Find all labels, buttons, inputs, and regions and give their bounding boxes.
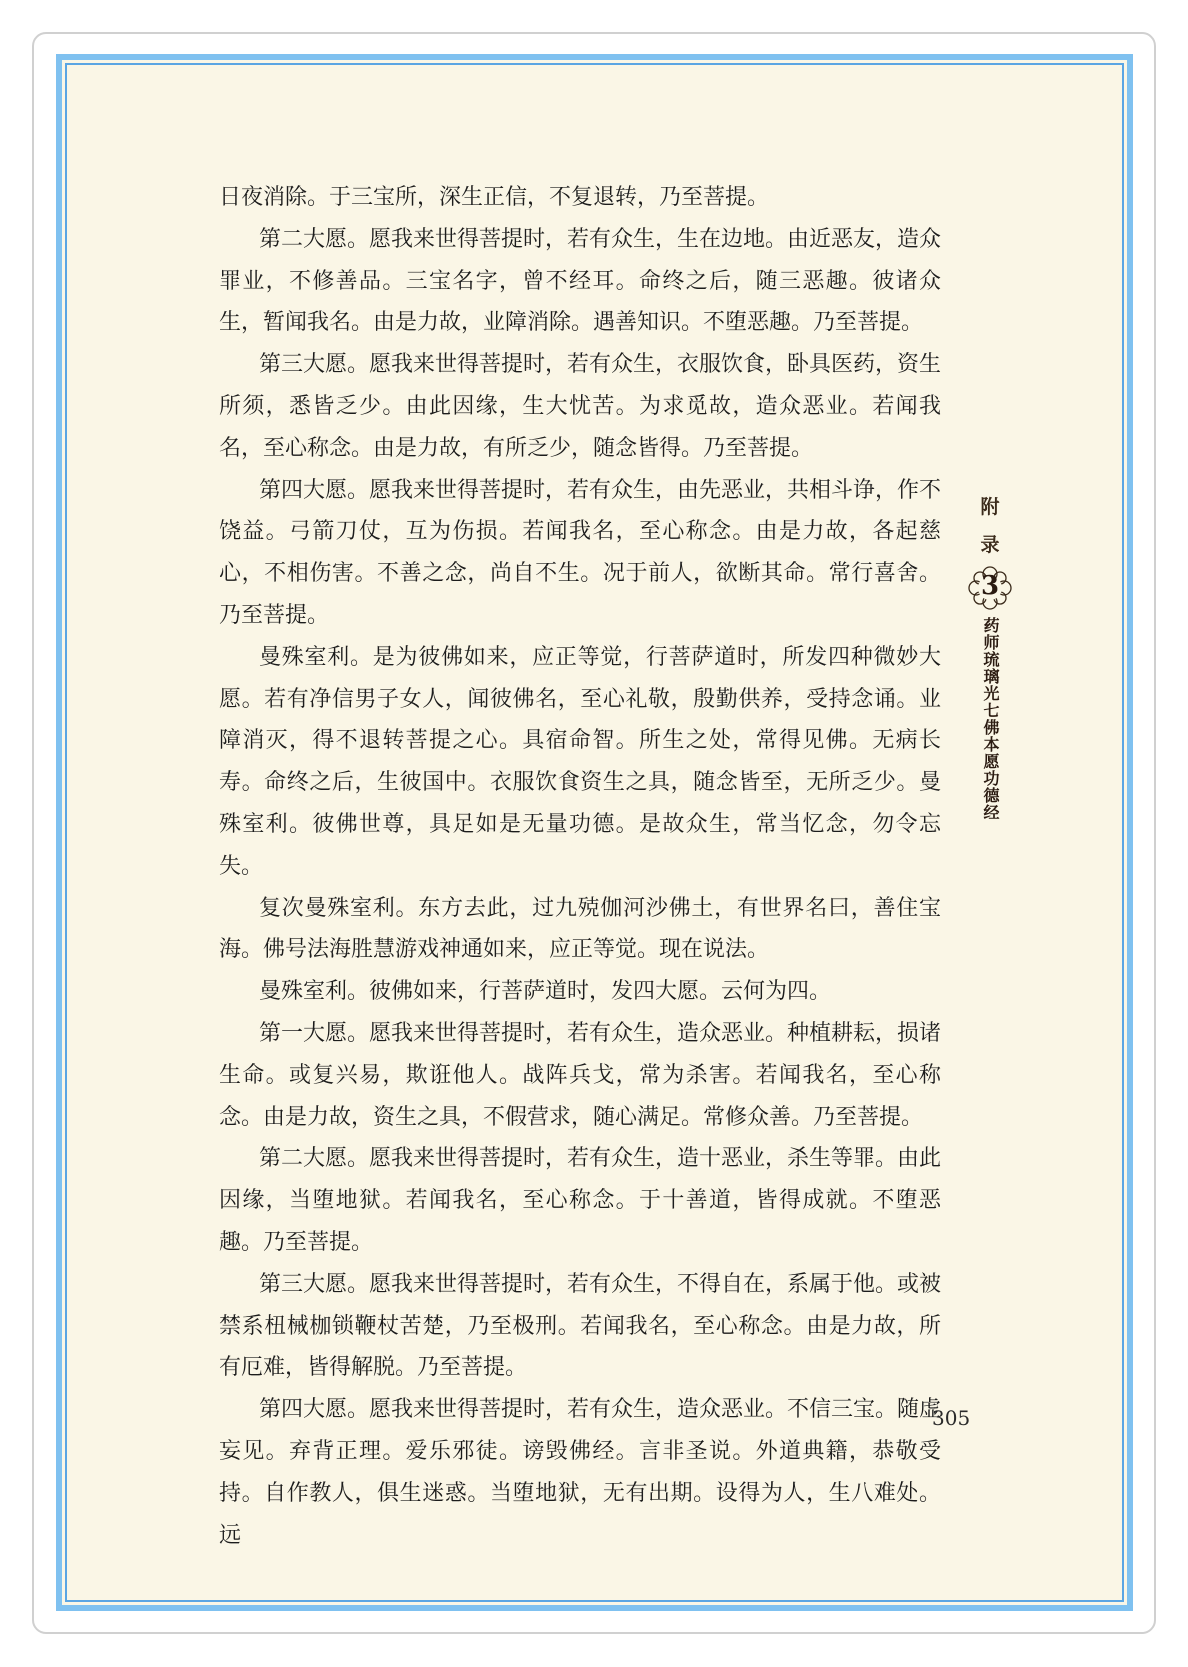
paragraph-9: 第三大愿。愿我来世得菩提时，若有众生，不得自在，系属于他。或被禁系杻械枷锁鞭杖苦楚，乃至极刑。若闻我名，至心称念。由是力故，所有厄难，皆得解脱。乃至菩提。 xyxy=(219,1271,942,1381)
paragraph-3: 第四大愿。愿我来世得菩提时，若有众生，由先恶业，共相斗诤，作不饶益。弓箭刀仗，互为伤损。若闻我名，至心称念。由是力故，各起慈心，不相伤害。不善之念，尚自不生。况于前人，欲断其命。常行喜舍。乃至菩提。 xyxy=(219,477,942,628)
paragraph-8: 第二大愿。愿我来世得菩提时，若有众生，造十恶业，杀生等罪。由此因缘，当堕地狱。若闻我名，至心称念。于十善道，皆得成就。不堕恶趣。乃至菩提。 xyxy=(219,1146,942,1255)
sutra-title: 药师琉璃光七佛本愿功德经 xyxy=(981,617,1000,821)
paragraph-1: 第二大愿。愿我来世得菩提时，若有众生，生在边地。由近恶友，造众罪业，不修善品。三宝名字，曾不经耳。命终之后，随三恶趣。彼诸众生，暂闻我名。由是力故，业障消除。遇善知识。不堕恶趣。乃至菩提。 xyxy=(219,226,942,336)
paragraph-6: 曼殊室利。彼佛如来，行菩萨道时，发四大愿。云何为四。 xyxy=(259,979,832,1005)
appendix-number: 3 xyxy=(980,571,1000,601)
appendix-label-2: 录 xyxy=(980,534,1000,556)
book-page xyxy=(56,54,1133,1611)
paragraph-0: 日夜消除。于三宝所，深生正信，不复退转，乃至菩提。 xyxy=(219,185,770,210)
paragraph-5: 复次曼殊室利。东方去此，过九殑伽河沙佛土，有世界名曰，善住宝海。佛号法海胜慧游戏神通如来，应正等觉。现在说法。 xyxy=(219,895,941,963)
appendix-side-tab xyxy=(967,495,1013,821)
page-number: 305 xyxy=(932,1406,971,1430)
appendix-badge xyxy=(967,565,1013,611)
paragraph-7: 第一大愿。愿我来世得菩提时，若有众生，造众恶业。种植耕耘，损诸生命。或复兴易，欺诳他人。战阵兵戈，常为杀害。若闻我名，至心称念。由是力故，资生之具，不假营求，随心满足。常修众善。乃至菩提。 xyxy=(219,1020,942,1130)
appendix-label-1: 附 xyxy=(980,496,1000,518)
paragraph-2: 第三大愿。愿我来世得菩提时，若有众生，衣服饮食，卧具医药，资生所须，悉皆乏少。由此因缘，生大忧苦。为求觅故，造众恶业。若闻我名，至心称念。由是力故，有所乏少，随念皆得。乃至菩提。 xyxy=(219,352,942,461)
body-text xyxy=(219,177,941,1556)
paragraph-10: 第四大愿。愿我来世得菩提时，若有众生，造众恶业。不信三宝。随虚妄见。弃背正理。爱乐邪徒。谤毁佛经。言非圣说。外道典籍，恭敬受持。自作教人，俱生迷惑。当堕地狱，无有出期。设得为人，生八难处。远 xyxy=(219,1397,942,1548)
paragraph-4: 曼殊室利。是为彼佛如来，应正等觉，行菩萨道时，所发四种微妙大愿。若有净信男子女人，闻彼佛名，至心礼敬，殷勤供养，受持念诵。业障消灭，得不退转菩提之心。具宿命智。所生之处，常得见佛。无病长寿。命终之后，生彼国中。衣服饮食资生之具，随念皆至，无所乏少。曼殊室利。彼佛世尊，具足如是无量功德。是故众生，常当忆念，勿令忘失。 xyxy=(219,644,941,879)
